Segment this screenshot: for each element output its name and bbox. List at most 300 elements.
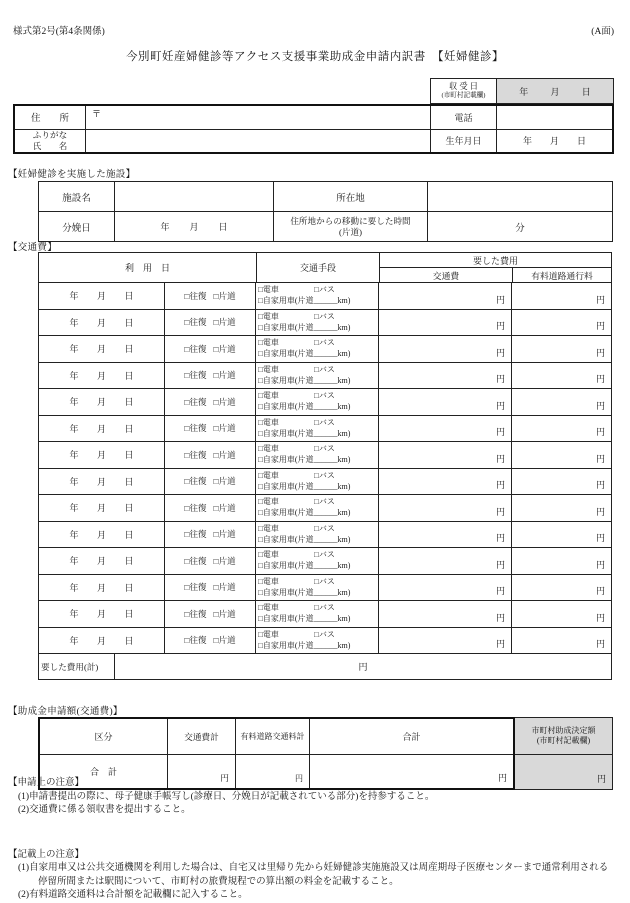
- cost-amount-cell: [379, 283, 512, 309]
- trip-type-cell: [165, 310, 256, 336]
- costs-column-group: [380, 253, 611, 282]
- entry-notes-heading: 【記載上の注意】: [8, 849, 85, 860]
- day-label: 日: [124, 476, 134, 487]
- phone-field: [497, 106, 612, 129]
- day-label: 日: [124, 582, 134, 593]
- trip-type-cell: [165, 548, 256, 574]
- roundtrip-checkbox: □往復: [184, 396, 207, 407]
- day-label: 日: [124, 503, 134, 514]
- roundtrip-checkbox: □往復: [184, 582, 207, 593]
- yen-label: 円: [595, 347, 605, 358]
- trip-type-cell: [165, 628, 256, 654]
- trip-type-cell: [165, 442, 256, 468]
- phone-label: 電話: [431, 106, 497, 129]
- cost-column-header: 交通費: [380, 268, 513, 282]
- month-label: 月: [96, 556, 106, 567]
- yen-label: 円: [495, 533, 505, 543]
- day-label: 日: [124, 450, 134, 461]
- year-label: 年: [69, 450, 79, 461]
- yen-label: 円: [495, 559, 505, 570]
- train-checkbox: □電車: [258, 576, 279, 586]
- bus-checkbox: □バス: [314, 444, 335, 453]
- yen-label: 円: [595, 612, 605, 623]
- delivery-date-label: 分娩日: [39, 212, 115, 241]
- roundtrip-checkbox: □往復: [184, 290, 207, 301]
- postal-mark: 〒: [92, 109, 102, 119]
- train-checkbox: □電車: [258, 417, 279, 427]
- train-checkbox: □電車: [258, 550, 279, 559]
- oneway-checkbox: □片道: [213, 555, 236, 566]
- receipt-year-label: 年: [519, 86, 529, 97]
- yen-label: 円: [295, 774, 303, 783]
- decided-amount-header-line1: 市町村助成決定額: [531, 726, 596, 735]
- year-label: 年: [69, 609, 79, 620]
- toll-amount-cell: [512, 336, 611, 362]
- cost-amount-cell: [379, 469, 512, 495]
- bus-checkbox: □バス: [314, 311, 335, 321]
- car-checkbox: □自家用車(片道______km): [258, 534, 351, 544]
- toll-amount-cell: [512, 389, 611, 415]
- delivery-day-label: 日: [218, 222, 228, 232]
- applicant-table: [13, 104, 614, 154]
- transport-row: [39, 388, 611, 415]
- transport-row: [39, 521, 611, 548]
- travel-time-label-line1: 住所地からの移動に要した時間: [290, 216, 411, 227]
- use-date-cell: [39, 416, 165, 442]
- bus-checkbox: □バス: [314, 629, 335, 639]
- trip-type-cell: [165, 336, 256, 362]
- oneway-checkbox: □片道: [213, 370, 236, 381]
- car-checkbox: □自家用車(片道______km): [258, 561, 351, 571]
- toll-amount-cell: [512, 548, 611, 574]
- delivery-year-label: 年: [160, 222, 170, 232]
- transport-total-row: [39, 653, 611, 679]
- transport-row: [39, 415, 611, 442]
- use-date-cell: [39, 495, 165, 521]
- yen-label: 円: [595, 559, 605, 570]
- train-checkbox: □電車: [258, 285, 279, 294]
- oneway-checkbox: □片道: [213, 343, 236, 354]
- roundtrip-checkbox: □往復: [184, 635, 207, 646]
- yen-label: 円: [595, 506, 605, 517]
- day-label: 日: [124, 529, 134, 540]
- month-label: 月: [96, 529, 106, 540]
- use-date-cell: [39, 336, 165, 362]
- oneway-checkbox: □片道: [213, 608, 236, 619]
- birth-year-label: 年: [522, 136, 532, 147]
- month-label: 月: [96, 291, 106, 302]
- form-number: 様式第2号(第4条関係): [13, 27, 105, 37]
- facility-location-field: [428, 182, 612, 211]
- page-side-label: (A面): [591, 27, 614, 37]
- document-title: 今別町妊産婦健診等アクセス支援事業助成金申請内訳書 【妊婦健診】: [126, 51, 504, 63]
- bus-checkbox: □バス: [314, 523, 335, 533]
- application-notes-heading: 【申請上の注意】: [8, 778, 85, 788]
- day-label: 日: [124, 344, 134, 355]
- address-field: [86, 106, 431, 129]
- car-checkbox: □自家用車(片道______km): [258, 349, 351, 359]
- facility-name-label: 施設名: [39, 182, 115, 211]
- transport-section-heading: 【交通費】: [8, 243, 58, 253]
- year-label: 年: [69, 582, 79, 593]
- roundtrip-checkbox: □往復: [184, 476, 207, 487]
- application-note-2: (2)交通費に係る領収書を提出すること。: [18, 805, 191, 815]
- yen-label: 円: [495, 639, 505, 649]
- train-checkbox: □電車: [258, 629, 279, 639]
- use-date-cell: [39, 442, 165, 468]
- method-cell: [256, 389, 379, 415]
- yen-label: 円: [596, 774, 606, 784]
- car-checkbox: □自家用車(片道______km): [258, 481, 351, 491]
- use-date-cell: [39, 522, 165, 548]
- receipt-date-label-text: 収 受 日: [448, 82, 479, 92]
- roundtrip-checkbox: □往復: [184, 370, 207, 381]
- use-date-column-header: 利 用 日: [39, 253, 257, 282]
- cost-amount-cell: [379, 601, 512, 627]
- train-checkbox: □電車: [258, 444, 279, 453]
- day-label: 日: [124, 423, 134, 434]
- transport-row: [39, 600, 611, 627]
- yen-label: 円: [495, 453, 505, 464]
- transport-row: [39, 335, 611, 362]
- car-checkbox: □自家用車(片道______km): [258, 322, 351, 332]
- transport-row: [39, 574, 611, 601]
- method-cell: [256, 495, 379, 521]
- year-label: 年: [69, 635, 79, 646]
- birthdate-label: 生年月日: [431, 130, 497, 153]
- trip-type-cell: [165, 389, 256, 415]
- oneway-checkbox: □片道: [213, 502, 236, 513]
- yen-label: 円: [595, 321, 605, 331]
- transport-row: [39, 309, 611, 336]
- oneway-checkbox: □片道: [213, 529, 236, 540]
- receipt-date-label: [431, 79, 497, 103]
- transport-row: [39, 441, 611, 468]
- birth-month-label: 月: [549, 136, 559, 147]
- method-cell: [256, 628, 379, 654]
- transport-row: [39, 362, 611, 389]
- facility-name-field: [115, 182, 274, 211]
- transport-row: [39, 468, 611, 495]
- yen-label: 円: [595, 374, 605, 384]
- yen-label: 円: [495, 480, 505, 490]
- roundtrip-checkbox: □往復: [184, 502, 207, 513]
- applicant-name-row: [15, 129, 612, 153]
- day-label: 日: [124, 370, 134, 381]
- trip-type-cell: [165, 495, 256, 521]
- car-checkbox: □自家用車(片道______km): [258, 587, 351, 597]
- bus-checkbox: □バス: [314, 470, 335, 480]
- toll-amount-cell: [512, 363, 611, 389]
- applicant-address-row: [15, 106, 612, 129]
- year-label: 年: [69, 529, 79, 540]
- trip-type-cell: [165, 575, 256, 601]
- method-cell: [256, 575, 379, 601]
- yen-label: 円: [495, 400, 505, 411]
- cost-amount-cell: [379, 389, 512, 415]
- roundtrip-checkbox: □往復: [184, 608, 207, 619]
- cost-amount-cell: [379, 442, 512, 468]
- grant-section-heading: 【助成金申請額(交通費)】: [8, 707, 123, 717]
- month-label: 月: [96, 635, 106, 646]
- yen-label: 円: [595, 639, 605, 649]
- train-checkbox: □電車: [258, 311, 279, 321]
- notes-section: [8, 777, 616, 903]
- train-checkbox: □電車: [258, 338, 279, 347]
- train-checkbox: □電車: [258, 497, 279, 506]
- yen-label: 円: [595, 480, 605, 490]
- month-label: 月: [96, 503, 106, 514]
- sum-column-header: 合計: [402, 732, 421, 742]
- oneway-checkbox: □片道: [213, 317, 236, 328]
- use-date-cell: [39, 363, 165, 389]
- year-label: 年: [69, 476, 79, 487]
- receipt-date-sublabel: (市町村記載欄): [441, 91, 486, 99]
- yen-label: 円: [495, 506, 505, 517]
- receipt-month-label: 月: [550, 86, 560, 97]
- toll-amount-cell: [512, 522, 611, 548]
- use-date-cell: [39, 601, 165, 627]
- cost-amount-cell: [379, 310, 512, 336]
- month-label: 月: [96, 450, 106, 461]
- method-cell: [256, 283, 379, 309]
- cost-total-column-header: 交通費計: [168, 719, 236, 754]
- month-label: 月: [96, 609, 106, 620]
- car-checkbox: □自家用車(片道______km): [258, 455, 351, 465]
- day-label: 日: [124, 291, 134, 302]
- yen-label: 円: [495, 586, 505, 596]
- receipt-date-value-cell: [497, 79, 613, 103]
- birth-day-label: 日: [576, 136, 586, 147]
- total-cost-field: 円: [358, 662, 368, 672]
- roundtrip-checkbox: □往復: [184, 529, 207, 540]
- method-cell: [256, 416, 379, 442]
- delivery-month-label: 月: [189, 222, 199, 232]
- bus-checkbox: □バス: [314, 417, 335, 427]
- yen-label: 円: [495, 427, 505, 437]
- toll-column-header: 有料道路通行料: [531, 270, 593, 281]
- bus-checkbox: □バス: [314, 338, 335, 347]
- yen-label: 円: [495, 347, 505, 358]
- toll-amount-cell: [512, 628, 611, 654]
- yen-label: 円: [595, 533, 605, 543]
- oneway-checkbox: □片道: [213, 582, 236, 593]
- cost-amount-cell: [379, 548, 512, 574]
- month-label: 月: [96, 370, 106, 381]
- oneway-checkbox: □片道: [213, 476, 236, 487]
- bus-checkbox: □バス: [314, 576, 335, 586]
- method-cell: [256, 363, 379, 389]
- train-checkbox: □電車: [258, 470, 279, 480]
- use-date-cell: [39, 283, 165, 309]
- transport-table-header: [39, 253, 611, 282]
- application-note-1: (1)申請書提出の際に、母子健康手帳写し(診療日、分娩日が記載されている部分)を持参すること。: [18, 791, 435, 802]
- toll-amount-cell: [512, 495, 611, 521]
- use-date-cell: [39, 389, 165, 415]
- use-date-cell: [39, 628, 165, 654]
- train-checkbox: □電車: [258, 523, 279, 533]
- grant-header-row: [40, 719, 513, 755]
- grant-total-label: 合 計: [40, 755, 168, 788]
- trip-type-cell: [165, 363, 256, 389]
- bus-checkbox: □バス: [314, 285, 335, 294]
- car-checkbox: □自家用車(片道______km): [258, 402, 351, 412]
- total-cost-label: 要した費用(計): [39, 654, 115, 679]
- bus-checkbox: □バス: [314, 603, 335, 612]
- car-checkbox: □自家用車(片道______km): [258, 375, 351, 385]
- name-label-text: 氏 名: [32, 140, 68, 151]
- day-label: 日: [124, 635, 134, 646]
- car-checkbox: □自家用車(片道______km): [258, 614, 351, 624]
- facility-table: [38, 181, 613, 242]
- transport-table-body: [39, 282, 611, 653]
- car-checkbox: □自家用車(片道______km): [258, 508, 351, 518]
- bus-checkbox: □バス: [314, 550, 335, 559]
- toll-amount-cell: [512, 601, 611, 627]
- month-label: 月: [96, 476, 106, 487]
- year-label: 年: [69, 397, 79, 408]
- trip-type-cell: [165, 416, 256, 442]
- travel-time-label: [274, 212, 428, 241]
- cost-amount-cell: [379, 522, 512, 548]
- facility-section-heading: 【妊婦健診を実施した施設】: [8, 170, 136, 180]
- birthdate-field: [497, 130, 612, 153]
- cost-amount-cell: [379, 575, 512, 601]
- yen-label: 円: [595, 453, 605, 464]
- transport-row: [39, 547, 611, 574]
- oneway-checkbox: □片道: [213, 635, 236, 646]
- toll-amount-cell: [512, 469, 611, 495]
- yen-label: 円: [595, 586, 605, 596]
- toll-amount-cell: [512, 575, 611, 601]
- yen-label: 円: [595, 427, 605, 437]
- month-label: 月: [96, 582, 106, 593]
- category-column-header: 区分: [40, 719, 168, 754]
- method-cell: [256, 310, 379, 336]
- use-date-cell: [39, 469, 165, 495]
- toll-amount-cell: [512, 442, 611, 468]
- receipt-date-box: [430, 78, 614, 104]
- transport-row: [39, 282, 611, 309]
- roundtrip-checkbox: □往復: [184, 343, 207, 354]
- cost-amount-cell: [379, 336, 512, 362]
- decided-amount-header: [515, 718, 612, 755]
- entry-notes: [8, 849, 616, 903]
- receipt-day-label: 日: [581, 86, 591, 97]
- year-label: 年: [69, 370, 79, 381]
- trip-type-cell: [165, 283, 256, 309]
- yen-label: 円: [495, 294, 505, 305]
- method-column-header: 交通手段: [257, 253, 380, 282]
- train-checkbox: □電車: [258, 364, 279, 374]
- bus-checkbox: □バス: [314, 364, 335, 374]
- roundtrip-checkbox: □往復: [184, 449, 207, 460]
- year-label: 年: [69, 423, 79, 434]
- day-label: 日: [124, 556, 134, 567]
- year-label: 年: [69, 344, 79, 355]
- month-label: 月: [96, 397, 106, 408]
- facility-location-label: 所在地: [274, 182, 428, 211]
- year-label: 年: [69, 503, 79, 514]
- cost-amount-cell: [379, 416, 512, 442]
- toll-amount-cell: [512, 283, 611, 309]
- yen-label: 円: [495, 321, 505, 331]
- cost-amount-cell: [379, 628, 512, 654]
- facility-delivery-row: [39, 211, 612, 241]
- yen-label: 円: [495, 612, 505, 623]
- yen-label: 円: [220, 773, 229, 783]
- month-label: 月: [96, 423, 106, 434]
- toll-total-column-header: 有料道路交通料計: [236, 719, 310, 754]
- costs-group-header: 要した費用: [380, 253, 611, 268]
- address-label: 住 所: [15, 106, 86, 129]
- year-label: 年: [69, 291, 79, 302]
- roundtrip-checkbox: □往復: [184, 317, 207, 328]
- day-label: 日: [124, 317, 134, 328]
- roundtrip-checkbox: □往復: [184, 555, 207, 566]
- car-checkbox: □自家用車(片道______km): [258, 428, 351, 438]
- year-label: 年: [69, 556, 79, 567]
- method-cell: [256, 336, 379, 362]
- method-cell: [256, 601, 379, 627]
- use-date-cell: [39, 575, 165, 601]
- roundtrip-checkbox: □往復: [184, 423, 207, 434]
- yen-label: 円: [495, 374, 505, 384]
- use-date-cell: [39, 548, 165, 574]
- travel-time-field: 分: [515, 223, 525, 234]
- toll-amount-cell: [512, 310, 611, 336]
- trip-type-cell: [165, 522, 256, 548]
- furigana-label: ふりがな: [32, 130, 68, 141]
- toll-amount-cell: [512, 416, 611, 442]
- car-checkbox: □自家用車(片道______km): [258, 640, 351, 650]
- use-date-cell: [39, 310, 165, 336]
- transport-row: [39, 627, 611, 654]
- oneway-checkbox: □片道: [213, 396, 236, 407]
- trip-type-cell: [165, 469, 256, 495]
- bus-checkbox: □バス: [314, 497, 335, 506]
- method-cell: [256, 548, 379, 574]
- cost-amount-cell: [379, 495, 512, 521]
- yen-label: 円: [497, 773, 507, 783]
- month-label: 月: [96, 344, 106, 355]
- method-cell: [256, 469, 379, 495]
- year-label: 年: [69, 317, 79, 328]
- name-label: [15, 130, 86, 153]
- train-checkbox: □電車: [258, 603, 279, 612]
- oneway-checkbox: □片道: [213, 449, 236, 460]
- delivery-date-field: [115, 212, 274, 241]
- yen-label: 円: [595, 400, 605, 411]
- day-label: 日: [124, 609, 134, 620]
- train-checkbox: □電車: [258, 391, 279, 400]
- yen-label: 円: [595, 294, 605, 305]
- cost-amount-cell: [379, 363, 512, 389]
- method-cell: [256, 522, 379, 548]
- car-checkbox: □自家用車(片道______km): [258, 296, 351, 306]
- oneway-checkbox: □片道: [213, 423, 236, 434]
- name-field: [86, 130, 431, 153]
- entry-note-1: (1)自家用車又は公共交通機関を利用した場合は、自宅又は里帰り先から妊婦健診実施施設又は周産期母子医療センターまで通常利用される停留所間または駅間について、市町村の旅費規程での算出額の料金を記載すること。: [18, 863, 609, 887]
- decided-amount-header-line2: (市町村記載欄): [536, 736, 591, 745]
- day-label: 日: [124, 397, 134, 408]
- transport-table: [38, 252, 612, 680]
- trip-type-cell: [165, 601, 256, 627]
- entry-note-2: (2)有料道路交通料は合計額を記載欄に記入すること。: [18, 890, 248, 900]
- method-cell: [256, 442, 379, 468]
- oneway-checkbox: □片道: [213, 290, 236, 301]
- facility-name-row: [39, 182, 612, 211]
